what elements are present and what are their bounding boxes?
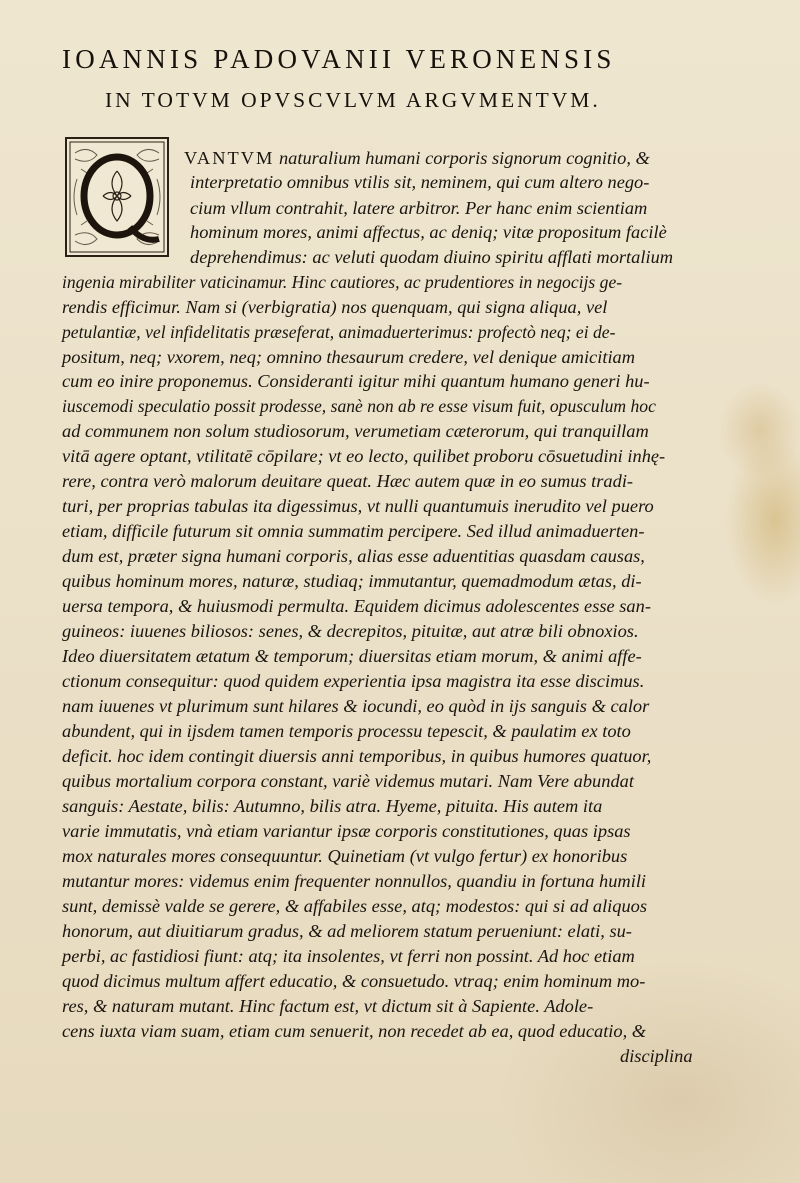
text-line-34: quod dicimus multum affert educatio, & consuetudo. vtraq; enim hominum mo- <box>62 971 646 991</box>
text-line-30: mutantur mores: videmus enim frequenter nonnullos, quandiu in fortuna humili <box>62 871 647 891</box>
line-text: naturalium humani corporis signorum cognitio, & <box>278 148 650 168</box>
text-line-15: turi, per proprias tabulas ita digessimus, vt nulli quantumuis inerudito vel puero <box>62 496 654 516</box>
text-line-27: sanguis: Aestate, bilis: Autumno, bilis atra. Hyeme, pituita. His autem ita <box>62 796 603 816</box>
text-line-20: guineos: iuuenes biliosos: senes, & decrepitos, pituitæ, aut atræ bili obnoxios. <box>62 621 639 641</box>
text-line-13: vitā agere optant, vtilitatē cōpilare; vt eo lecto, quilibet proboru cōsuetudini inhę- <box>62 446 666 466</box>
text-line-25: deficit. hoc idem contingit diuersis anni temporibus, in quibus humores quatuor, <box>62 746 652 766</box>
text-line-10: cum eo inire proponemus. Consideranti igitur mihi quantum humano generi hu- <box>62 371 650 391</box>
drop-cap-letter: Q <box>116 205 118 206</box>
text-line-33: perbi, ac fastidiosi fiunt: atq; ita insolentes, vt ferri non possint. Ad hoc etiam <box>62 946 635 966</box>
catchword: disciplina <box>620 1046 693 1066</box>
text-line-29: mox naturales mores consequuntur. Quinetiam (vt vulgo fertur) ex honoribus <box>62 846 628 866</box>
title-author: IOANNIS PADOVANII VERONENSIS <box>62 44 616 74</box>
text-line-11: iuscemodi speculatio possit prodesse, sanè non ab re esse visum fuit, opusculum hoc <box>62 396 656 416</box>
text-line-7: rendis efficimur. Nam si (verbigratia) nos quenquam, qui signa aliqua, vel <box>62 297 608 317</box>
text-line-36: cens iuxta viam suam, etiam cum senuerit, non recedet ab ea, quod educatio, & <box>62 1021 647 1041</box>
text-line-23: nam iuuenes vt plurimum sunt hilares & iocundi, eo quòd in ijs sanguis & calor <box>62 696 650 716</box>
first-word: VANTVM <box>184 148 275 168</box>
text-line-35: res, & naturam mutant. Hinc factum est, vt dictum sit à Sapiente. Adole- <box>62 996 594 1016</box>
text-line-22: ctionum consequitur: quod quidem experientia ipsa magistra ita esse discimus. <box>62 671 645 691</box>
text-line-9: positum, neq; vxorem, neq; omnino thesaurum credere, vel denique amicitiam <box>62 347 636 367</box>
text-line-31: sunt, demissè valde se gerere, & affabiles esse, atq; modestos: qui si ad aliquos <box>62 896 648 916</box>
title-subtitle: IN TOTVM OPVSCVLVM ARGVMENTVM. <box>105 88 601 112</box>
text-line-32: honorum, aut diuitiarum gradus, & ad meliorem statum perueniunt: elati, su- <box>62 921 632 941</box>
text-line-16: etiam, difficile futurum sit omnia summatim percipere. Sed illud animaduerten- <box>62 521 645 541</box>
text-line-12: ad communem non solum studiosorum, verumetiam cæterorum, qui tranquillam <box>62 421 649 441</box>
text-line-17: dum est, præter signa humani corporis, alias esse aduentitias quasdam causas, <box>62 546 645 566</box>
text-line-21: Ideo diuersitatem ætatum & temporum; diuersitas etiam morum, & animi affe- <box>62 646 642 666</box>
text-line-14: rere, contra verò malorum deuitare queat. Hæc autem quæ in eo sumus tradi- <box>62 471 634 491</box>
text-line-2: interpretatio omnibus vtilis sit, neminem, qui cum altero nego- <box>190 172 650 192</box>
text-line-19: uersa tempora, & huiusmodi permulta. Equidem dicimus adolescentes esse san- <box>62 596 651 616</box>
text-line-5: deprehendimus: ac veluti quodam diuino spiritu afflati mortalium <box>190 247 674 267</box>
text-line-24: abundent, qui in ijsdem tamen temporis processu tepescit, & paulatim ex toto <box>62 721 631 741</box>
text-line-3: cium vllum contrahit, latere arbitror. Per hanc enim scientiam <box>190 198 648 218</box>
text-line-26: quibus mortalium corpora constant, variè videmus mutari. Nam Vere abundat <box>62 771 634 791</box>
text-line-1 <box>184 148 650 169</box>
ornamental-drop-cap-icon <box>65 137 169 257</box>
text-line-18: quibus hominum mores, naturæ, studiaq; immutantur, quemadmodum ætas, di- <box>62 571 642 591</box>
text-line-8: petulantiæ, vel infidelitatis præseferat, animaduerterimus: profectò neq; ei de- <box>62 322 616 342</box>
text-line-6: ingenia mirabiliter vaticinamur. Hinc cautiores, ac prudentiores in negocijs ge- <box>62 272 623 292</box>
text-line-4: hominum mores, animi affectus, ac deniq; vitæ propositum facilè <box>190 222 667 242</box>
text-line-28: varie immutatis, vnà etiam variantur ipsæ corporis constitutiones, quas ipsas <box>62 821 631 841</box>
